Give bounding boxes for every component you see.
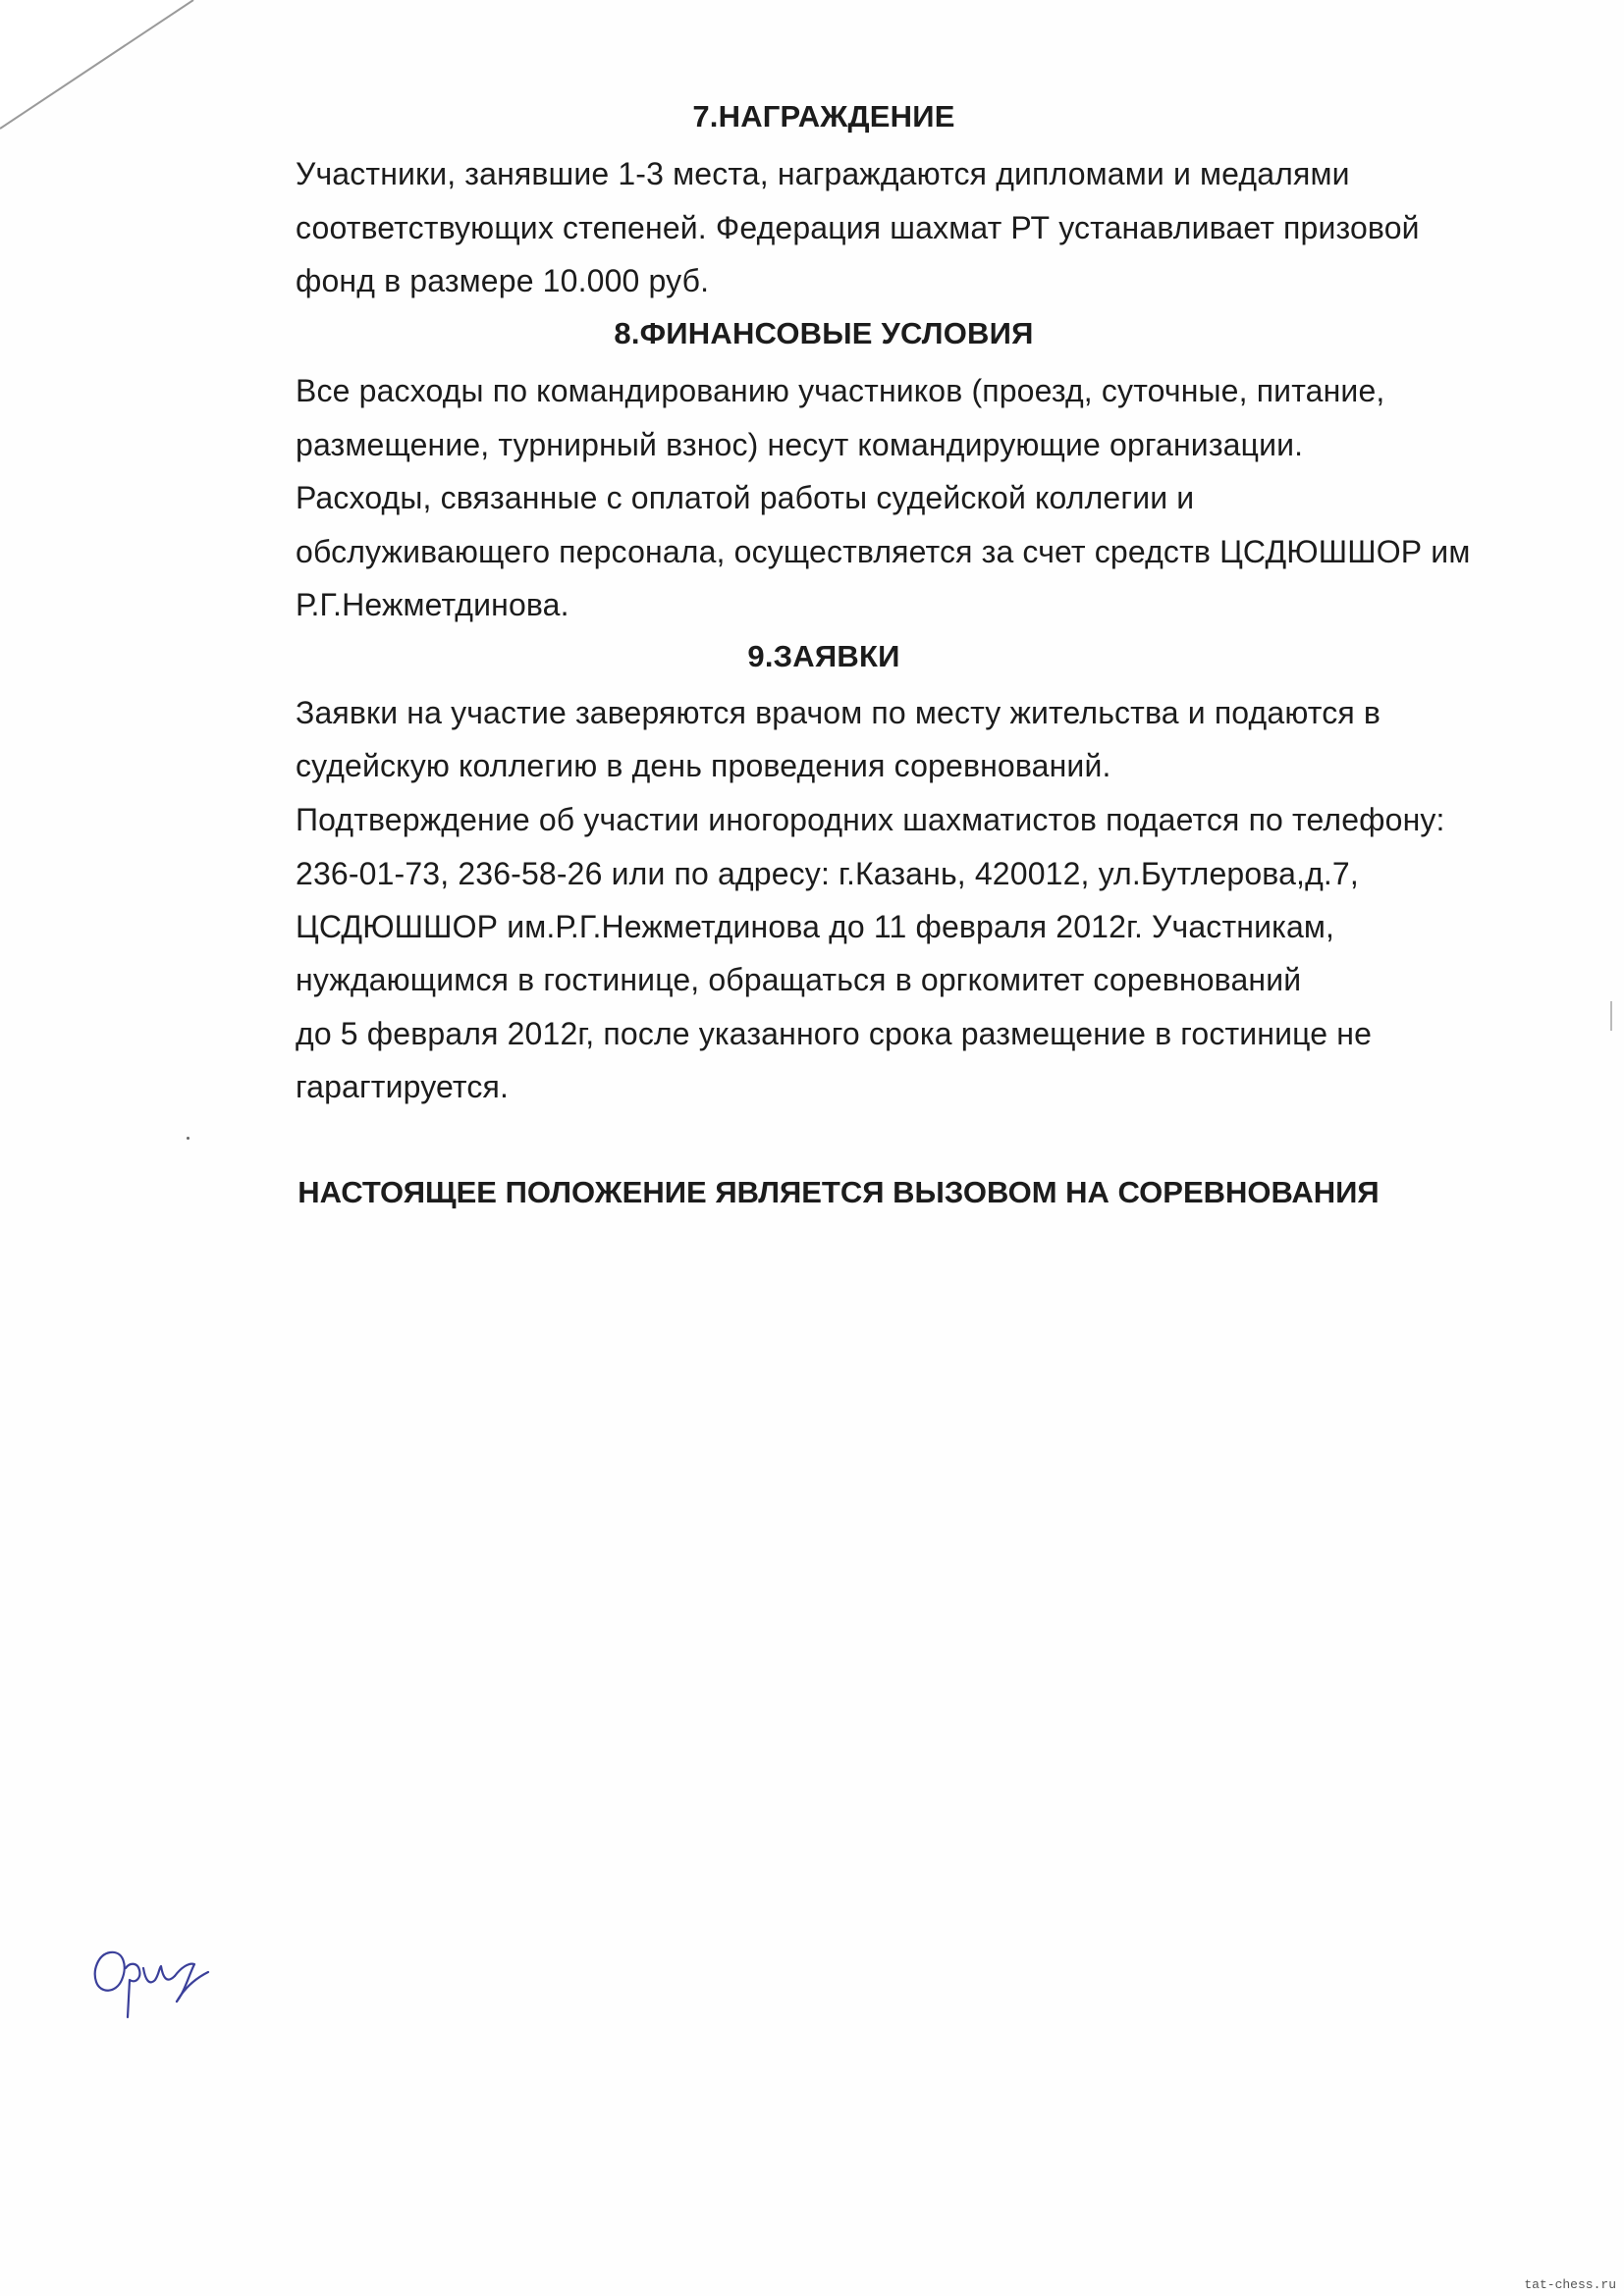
section-heading-applications: 9.ЗАЯВКИ [747,639,900,673]
finance-line: обслуживающего персонала, осуществляется за счет средств ЦСДЮШШОР им [296,534,1471,569]
applications-line: Заявки на участие заверяются врачом по месту жительства и подаются в [296,695,1381,730]
applications-line: судейскую коллегию в день проведения соревнований. [296,748,1111,783]
section-heading-finance: 8.ФИНАНСОВЫЕ УСЛОВИЯ [614,316,1034,350]
awards-line: Участники, занявшие 1-3 места, награждаются дипломами и медалями [296,156,1350,191]
applications-line: гарагтируется. [296,1069,509,1104]
watermark: tat-chess.ru [1524,2277,1616,2292]
handwritten-signature [86,1919,234,2037]
awards-line: фонд в размере 10.000 руб. [296,263,710,298]
scan-speck [187,1137,189,1140]
awards-line: соответствующих степеней. Федерация шахмат РТ устанавливает призовой [296,210,1420,245]
applications-line: 236-01-73, 236-58-26 или по адресу: г.Казань, 420012, ул.Бутлерова,д.7, [296,856,1359,891]
finance-line: Р.Г.Нежметдинова. [296,587,569,622]
applications-line: нуждающимся в гостинице, обращаться в оргкомитет соревнований [296,962,1302,997]
scan-speck [1610,1001,1612,1031]
applications-line: до 5 февраля 2012г, после указанного срока размещение в гостинице не [296,1016,1373,1051]
section-heading-awards: 7.НАГРАЖДЕНИЕ [692,99,955,133]
applications-line: Подтверждение об участии иногородних шахматистов подается по телефону: [296,802,1445,837]
finance-line: размещение, турнирный взнос) несут командирующие организации. [296,427,1304,462]
closing-statement: НАСТОЯЩЕЕ ПОЛОЖЕНИЕ ЯВЛЯЕТСЯ ВЫЗОВОМ НА СОРЕВНОВАНИЯ [298,1175,1380,1209]
finance-line: Расходы, связанные с оплатой работы судейской коллегии и [296,480,1195,515]
finance-line: Все расходы по командированию участников (проезд, суточные, питание, [296,373,1385,408]
applications-line: ЦСДЮШШОР им.Р.Г.Нежметдинова до 11 февраля 2012г. Участникам, [296,909,1335,944]
